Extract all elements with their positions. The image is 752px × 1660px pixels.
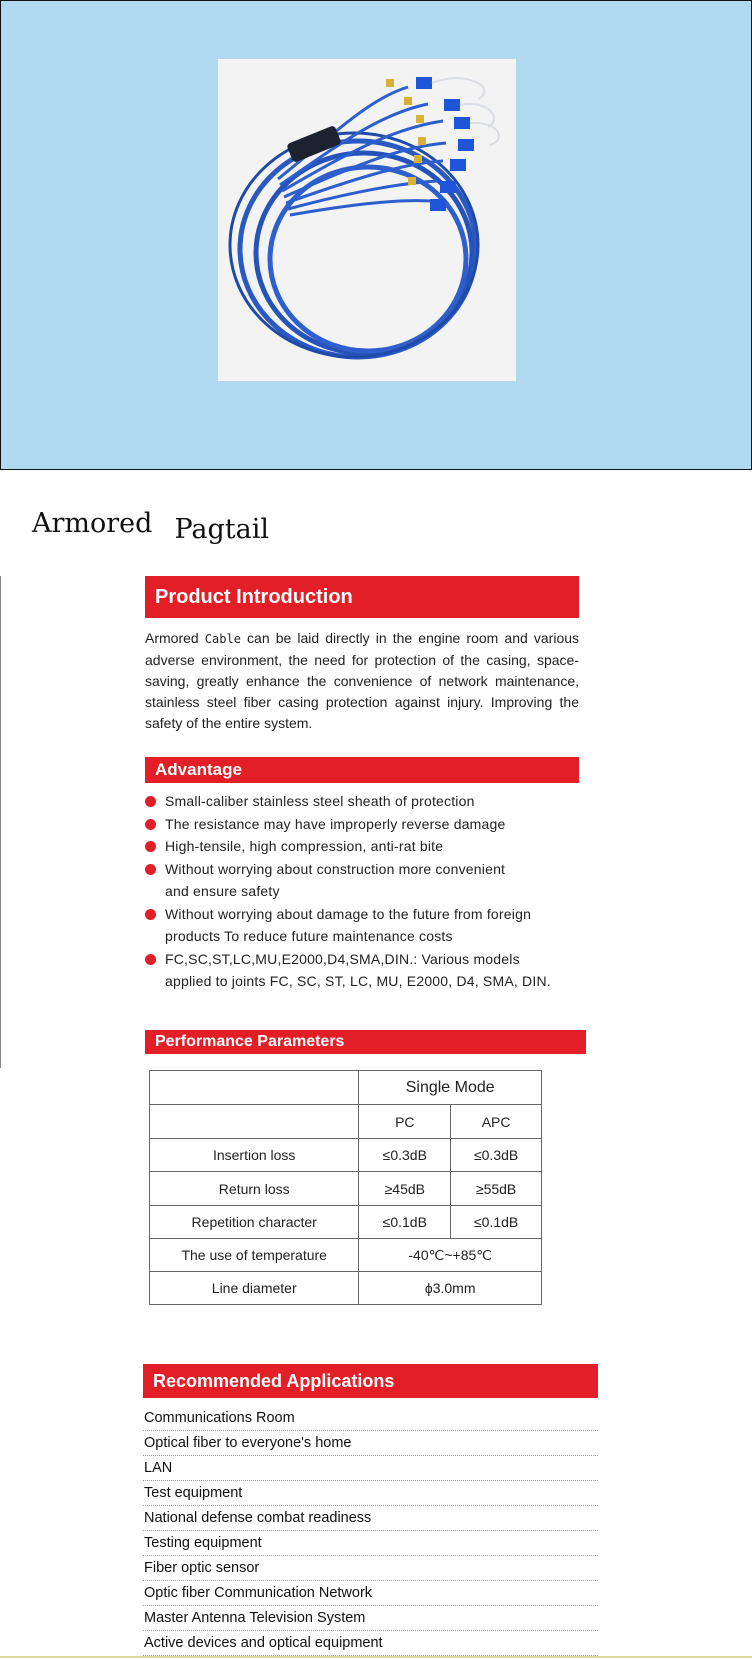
performance-parameters-table xyxy=(149,1070,542,1305)
apc-value: ≤0.1dB xyxy=(451,1206,542,1239)
recommended-applications-header xyxy=(143,1364,598,1398)
bottom-divider xyxy=(0,1656,752,1658)
title-word-armored: Armored xyxy=(32,508,153,539)
performance-parameters-header xyxy=(145,1030,586,1054)
row-label: Insertion loss xyxy=(150,1139,359,1172)
advantage-heading: Advantage xyxy=(155,760,242,779)
advantage-item: Small-caliber stainless steel sheath of protection xyxy=(145,790,585,813)
advantage-item: Without worrying about construction more convenient and ensure safety xyxy=(145,858,585,903)
red-bullet-icon xyxy=(145,841,156,852)
apc-value: ≥55dB xyxy=(451,1172,542,1206)
product-introduction-text xyxy=(145,628,579,734)
red-bullet-icon xyxy=(145,796,156,807)
list-item: Fiber optic sensor xyxy=(143,1556,598,1581)
row-label: Return loss xyxy=(150,1172,359,1206)
product-hero-banner xyxy=(0,0,752,470)
apc-value: ≤0.3dB xyxy=(451,1139,542,1172)
pc-column-header: PC xyxy=(359,1105,451,1139)
red-bullet-icon xyxy=(145,864,156,875)
intro-body: can be laid directly in the engine room and various adverse environment, the need for protection of the casing, space-saving, greatly enhance the convenience of network maintenance, stainless steel fiber casing protection against injury. Improving the safety of the entire system. xyxy=(145,630,580,731)
left-divider xyxy=(0,576,1,1068)
list-item: LAN xyxy=(143,1456,598,1481)
apc-column-header: APC xyxy=(451,1105,542,1139)
advantage-item: FC,SC,ST,LC,MU,E2000,D4,SMA,DIN.: Various models applied to joints FC, SC, ST, LC, MU, E2000, D4, SMA, DIN. xyxy=(145,948,585,993)
table-row xyxy=(150,1071,542,1105)
pc-value: ≥45dB xyxy=(359,1172,451,1206)
temperature-value: -40℃~+85℃ xyxy=(359,1239,542,1272)
recommended-applications-heading: Recommended Applications xyxy=(153,1370,395,1391)
advantage-list xyxy=(145,790,585,993)
red-bullet-icon xyxy=(145,909,156,920)
armored-pigtail-cable-photo xyxy=(218,59,516,381)
advantage-header xyxy=(145,757,579,783)
intro-cable-word: Cable xyxy=(204,632,241,646)
advantage-item: Without worrying about damage to the future from foreign products To reduce future maintenance costs xyxy=(145,903,585,948)
product-introduction-heading: Product Introduction xyxy=(155,585,353,608)
table-row xyxy=(150,1172,542,1206)
performance-parameters-heading: Performance Parameters xyxy=(155,1033,345,1050)
table-cell-empty xyxy=(150,1071,359,1105)
list-item: Master Antenna Television System xyxy=(143,1606,598,1631)
page-title xyxy=(32,508,269,545)
table-row xyxy=(150,1239,542,1272)
product-introduction-header xyxy=(145,576,579,618)
line-diameter-value: ϕ3.0mm xyxy=(359,1272,542,1305)
advantage-item: The resistance may have improperly reverse damage xyxy=(145,813,585,836)
table-row xyxy=(150,1105,542,1139)
single-mode-header: Single Mode xyxy=(359,1071,542,1105)
table-row xyxy=(150,1206,542,1239)
list-item: Optical fiber to everyone's home xyxy=(143,1431,598,1456)
list-item: Optic fiber Communication Network xyxy=(143,1581,598,1606)
list-item: Testing equipment xyxy=(143,1531,598,1556)
table-cell-empty xyxy=(150,1105,359,1139)
list-item: Active devices and optical equipment xyxy=(143,1631,598,1656)
row-label: Repetition character xyxy=(150,1206,359,1239)
advantage-item: High-tensile, high compression, anti-rat bite xyxy=(145,835,585,858)
fiber-cable-coil-image xyxy=(218,59,516,381)
row-label: Line diameter xyxy=(150,1272,359,1305)
title-word-pagtail: Pagtail xyxy=(174,514,269,545)
list-item: National defense combat readiness xyxy=(143,1506,598,1531)
pc-value: ≤0.3dB xyxy=(359,1139,451,1172)
red-bullet-icon xyxy=(145,819,156,830)
table-row xyxy=(150,1272,542,1305)
list-item: Communications Room xyxy=(143,1406,598,1431)
list-item: Test equipment xyxy=(143,1481,598,1506)
row-label: The use of temperature xyxy=(150,1239,359,1272)
table-row xyxy=(150,1139,542,1172)
recommended-applications-list xyxy=(143,1406,598,1656)
intro-lead: Armored xyxy=(145,630,199,646)
red-bullet-icon xyxy=(145,954,156,965)
pc-value: ≤0.1dB xyxy=(359,1206,451,1239)
